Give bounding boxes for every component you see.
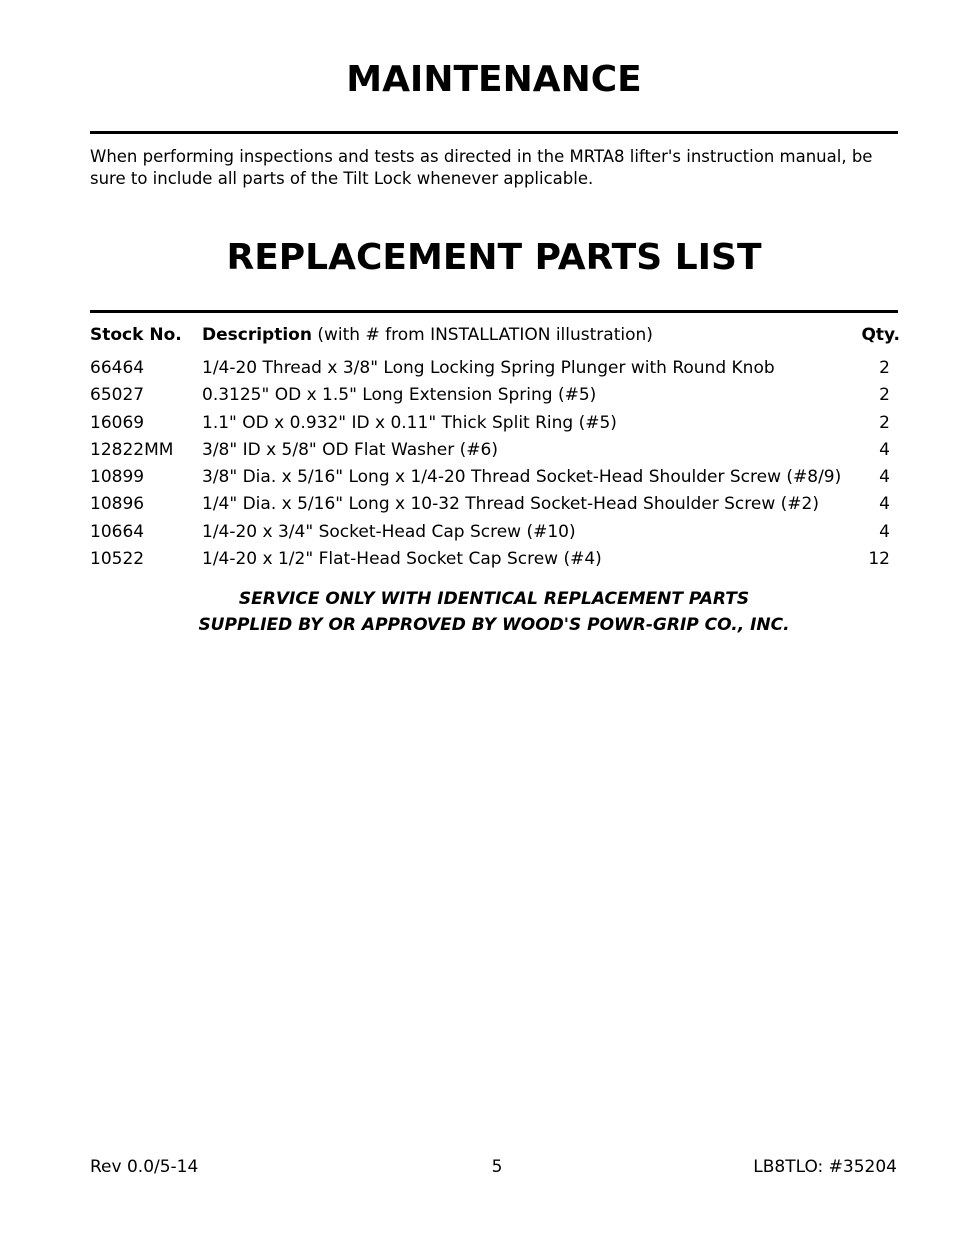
parts-list-title: REPLACEMENT PARTS LIST (226, 237, 762, 278)
qty-cell: 2 (879, 385, 890, 406)
table-row (90, 437, 900, 464)
stock-no-cell: 10522 (90, 549, 145, 570)
description-cell: 0.3125" OD x 1.5" Long Extension Spring (#5) (202, 385, 597, 406)
qty-header: Qty. (861, 325, 900, 345)
footer-document-id: LB8TLO: #35204 (753, 1157, 897, 1177)
description-cell: 1.1" OD x 0.932" ID x 0.11" Thick Split Ring (#5) (202, 412, 617, 433)
maintenance-text: When performing inspections and tests as directed in the MRTA8 lifter's instruction manual, be sure to include all parts of the Tilt Lock whenever applicable. (90, 147, 873, 188)
qty-cell: 4 (879, 467, 890, 488)
table-row (90, 491, 900, 518)
footer-page-number: 5 (491, 1157, 503, 1177)
qty-cell: 4 (879, 521, 890, 542)
maintenance-title: MAINTENANCE (346, 59, 642, 100)
stock-no-cell: 10899 (90, 467, 145, 488)
description-header-note: (with # from INSTALLATION illustration) (311, 325, 653, 345)
parts-table (90, 322, 900, 573)
stock-no-cell: 65027 (90, 385, 145, 406)
qty-cell: 12 (868, 549, 890, 570)
stock-no-cell: 10896 (90, 494, 145, 515)
table-row (90, 464, 900, 491)
qty-cell: 4 (879, 494, 890, 515)
stock-no-cell: 16069 (90, 412, 145, 433)
table-row (90, 519, 900, 546)
description-cell: 1/4-20 Thread x 3/8" Long Locking Spring Plunger with Round Knob (202, 358, 775, 378)
parts-table-header (90, 322, 900, 352)
qty-cell: 2 (879, 358, 890, 378)
parts-list-divider (90, 310, 898, 313)
description-header-label: Description (202, 325, 312, 345)
description-cell: 1/4-20 x 3/4" Socket-Head Cap Screw (#10) (202, 521, 576, 542)
maintenance-divider (90, 131, 898, 134)
table-row (90, 410, 900, 437)
table-row (90, 382, 900, 409)
stock-no-cell: 66464 (90, 358, 145, 378)
stock-no-header: Stock No. (90, 325, 182, 345)
qty-cell: 2 (879, 412, 890, 433)
service-notice-line-2: SUPPLIED BY OR APPROVED BY WOOD'S POWR-GRIP CO., INC. (198, 615, 790, 635)
stock-no-cell: 12822MM (90, 439, 174, 460)
description-header (202, 322, 653, 349)
description-cell: 1/4" Dia. x 5/16" Long x 10-32 Thread Socket-Head Shoulder Screw (#2) (202, 494, 819, 515)
stock-no-cell: 10664 (90, 521, 145, 542)
description-cell: 1/4-20 x 1/2" Flat-Head Socket Cap Screw (#4) (202, 549, 602, 570)
qty-cell: 4 (879, 439, 890, 460)
footer-revision: Rev 0.0/5-14 (90, 1157, 199, 1177)
description-cell: 3/8" ID x 5/8" OD Flat Washer (#6) (202, 439, 498, 460)
service-notice-line-1: SERVICE ONLY WITH IDENTICAL REPLACEMENT PARTS (238, 589, 750, 609)
table-row (90, 355, 900, 382)
table-row (90, 546, 900, 573)
description-cell: 3/8" Dia. x 5/16" Long x 1/4-20 Thread Socket-Head Shoulder Screw (#8/9) (202, 467, 842, 488)
